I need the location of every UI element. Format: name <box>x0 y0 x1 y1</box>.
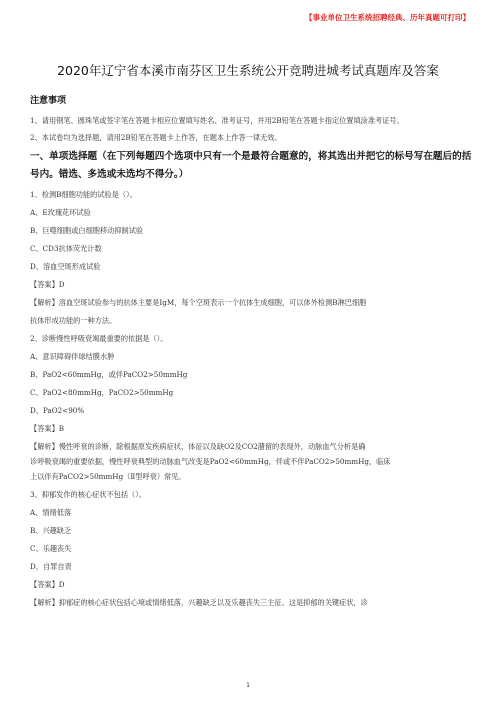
question-option: A、情绪低落 <box>30 508 72 517</box>
notice-item: 2、本试卷均为选择题，请用2B铅笔在答题卡上作答，在题本上作答一律无效。 <box>30 133 282 142</box>
question-explanation: 【解析】溶血空斑试验参与的抗体主要是IgM，每个空斑表示一个抗体生成细胞，可以体外检测B淋巴细胞 <box>30 298 367 307</box>
question-stem: 3、抑郁发作的核心症状不包括（）。 <box>30 490 146 499</box>
document-title: 2020年辽宁省本溪市南芬区卫生系统公开竞聘进城考试真题库及答案 <box>57 63 439 78</box>
question-option: B、巨噬细胞或白细胞移动抑制试验 <box>30 226 144 235</box>
question-stem: 2、诊断慢性呼吸衰竭最重要的依据是（）。 <box>30 334 168 343</box>
question-stem: 1、检测B细胞功能的试验是（）。 <box>30 190 137 199</box>
notice-heading: 注意事项 <box>30 96 67 106</box>
question-explanation: 抗体形成功能的一种方法。 <box>30 316 117 325</box>
section-title: 一、单项选择题（在下列每题四个选项中只有一个是最符合题意的，将其选出并把它的标号写在题后的括号内。错选、多选或未选均不得分。） <box>30 151 472 180</box>
question-option: B、兴趣缺乏 <box>30 526 72 535</box>
question-answer: 【答案】B <box>30 424 65 433</box>
question-option: B、PaO2<60mmHg，或伴PaCO2>50mmHg <box>30 370 188 379</box>
question-option: C、PaO2<80mmHg，PaCO2>50mmHg <box>30 388 174 397</box>
question-answer: 【答案】D <box>30 280 65 289</box>
document-body <box>30 94 474 612</box>
page-number: 1 <box>246 682 250 689</box>
question-explanation: 诊呼吸衰竭的重要依据，慢性呼衰典型的动脉血气改变是PaO2<60mmHg，伴或不伴PaCO2>50mmHg，临床 <box>30 457 391 466</box>
question-option: A、意识障碍伴球结膜水肿 <box>30 352 115 361</box>
question-explanation: 上以伴有PaCO2>50mmHg（Ⅱ型呼衰）常见。 <box>30 472 186 481</box>
header-banner: 【事业单位卫生系统招聘经典、历年真题可打印】 <box>305 13 470 22</box>
question-explanation: 【解析】慢性呼衰的诊断，除根据原发疾病症状、体征以及缺O2及CO2潴留的表现外，动脉血气分析是确 <box>30 442 366 451</box>
question-option: D、PaO2<90% <box>30 406 85 415</box>
question-option: D、溶血空斑形成试验 <box>30 262 101 271</box>
question-option: C、乐趣丧失 <box>30 544 72 553</box>
question-answer: 【答案】D <box>30 580 65 589</box>
question-option: C、CD3抗体荧光计数 <box>30 244 102 253</box>
question-option: D、自罪自责 <box>30 562 72 571</box>
notice-item: 1、请用钢笔、圆珠笔或签字笔在答题卡相应位置填写姓名、准考证号，并用2B铅笔在答题卡指定位置填涂准考证号。 <box>30 116 404 125</box>
question-explanation: 【解析】抑郁症的核心症状包括心境或情绪低落，兴趣缺乏以及乐趣丧失三主征。这是抑郁的关键症状，诊 <box>30 598 368 607</box>
question-option: A、E玫瑰花环试验 <box>30 208 91 217</box>
